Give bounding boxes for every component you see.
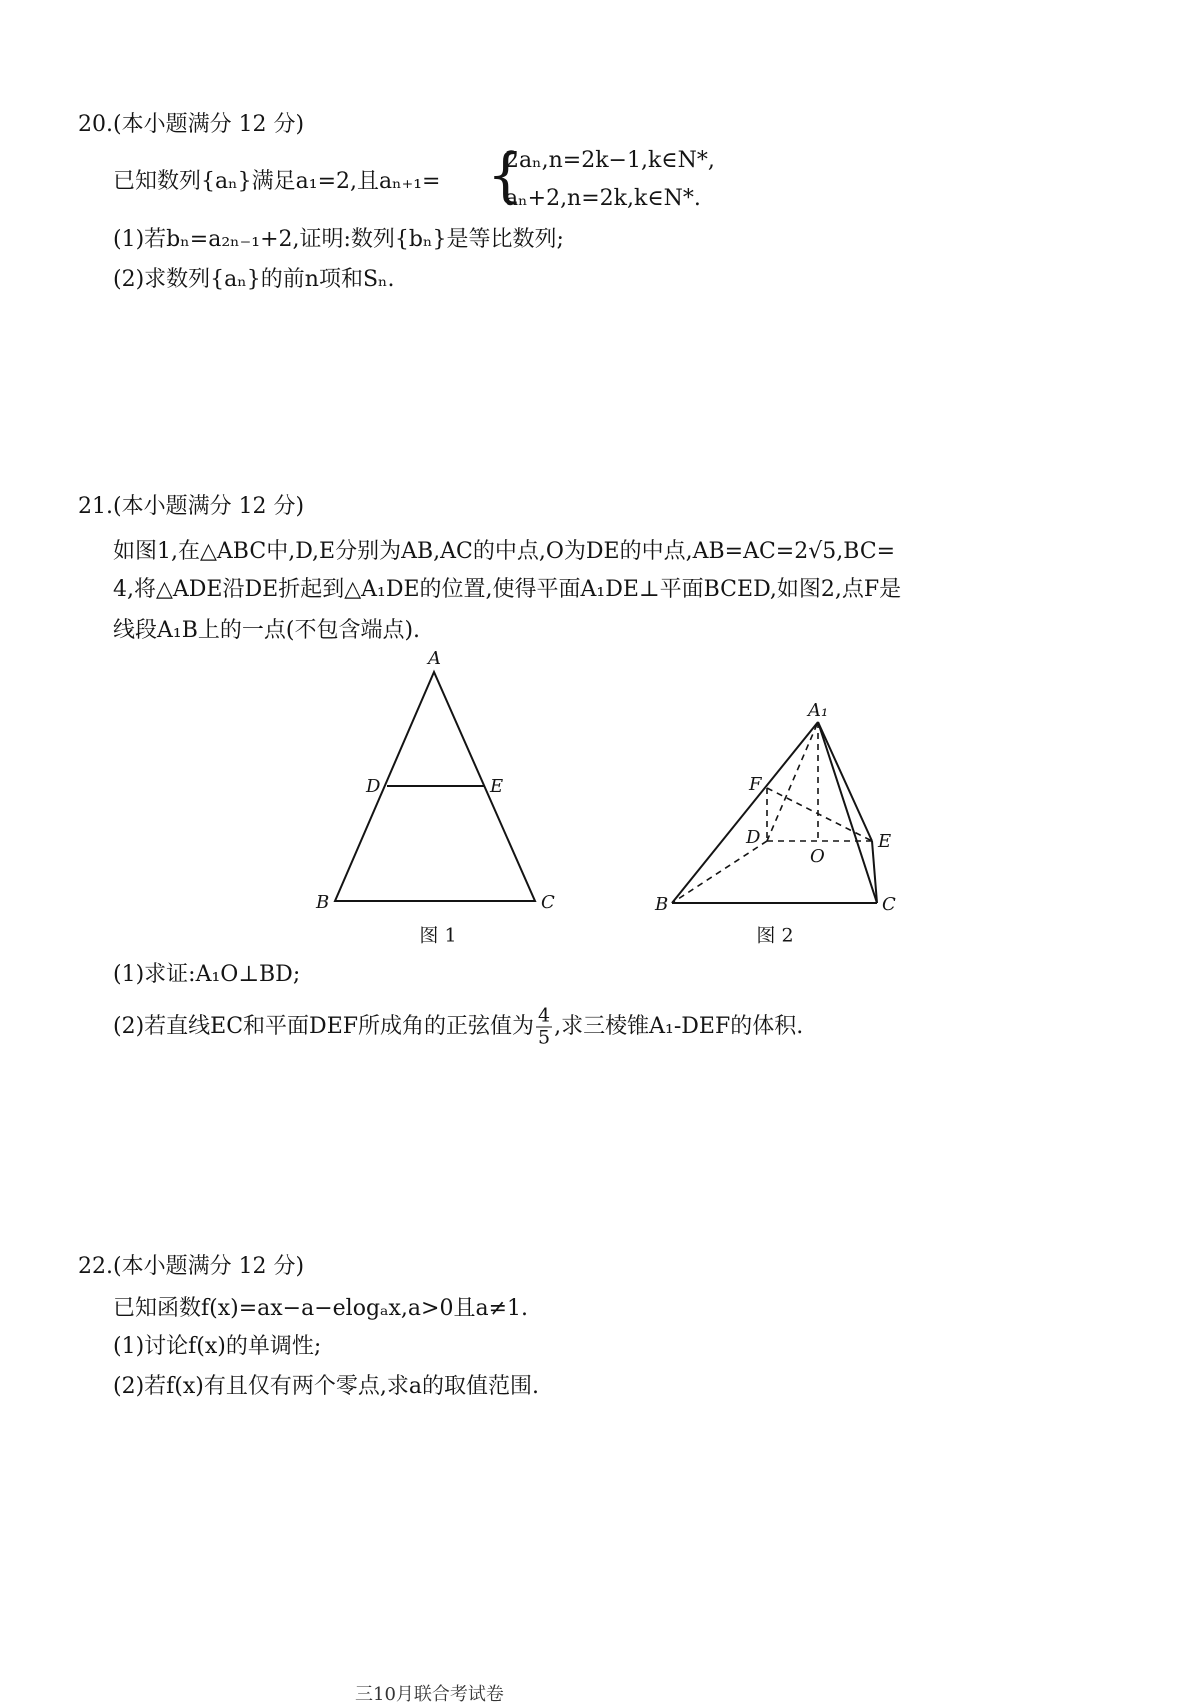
label-b2: B [655,894,669,915]
q20-part2: (2)求数列{aₙ}的前n项和Sₙ. [113,267,395,292]
figure-2-pyramid [672,722,877,903]
figure-1-triangle [335,672,535,901]
q22-part1: (1)讨论f(x)的单调性; [113,1334,322,1359]
q22-header: 22.(本小题满分 12 分) [78,1254,305,1279]
q21-part1: (1)求证:A₁O⊥BD; [113,962,301,987]
edge-a1b [672,722,818,903]
q20-case-1: 2aₙ,n=2k−1,k∈N*, [505,148,715,173]
label-d: D [366,776,381,797]
edge-da1 [767,722,818,841]
q20-case-2: aₙ+2,n=2k,k∈N*. [505,186,701,211]
figure-2-caption: 图 2 [756,924,794,947]
q21-header: 21.(本小题满分 12 分) [78,494,305,519]
fraction-numerator: 4 [538,1004,551,1027]
q20-stem: 已知数列{aₙ}满足a₁=2,且aₙ₊₁= [113,169,441,194]
label-e2: E [878,831,892,852]
label-d2: D [746,827,761,848]
page-footer: 三10月联合考试卷 [355,1684,504,1705]
edge-fe [767,788,872,841]
q20-part1: (1)若bₙ=a₂ₙ₋₁+2,证明:数列{bₙ}是等比数列; [113,227,564,252]
q21-stem-line1: 如图1,在△ABC中,D,E分别为AB,AC的中点,O为DE的中点,AB=AC=2√5,BC= [113,539,896,564]
label-e: E [490,776,504,797]
q20-header: 20.(本小题满分 12 分) [78,112,305,137]
q21-part2 [113,1006,803,1049]
label-a1: A₁ [808,700,829,721]
label-o: O [810,846,825,867]
label-f: F [749,774,762,795]
figure-2-hidden-edges [672,722,872,903]
q22-stem: 已知函数f(x)=ax−a−elogₐx,a>0且a≠1. [113,1296,529,1321]
edge-db [672,841,767,903]
left-brace: { [487,141,524,209]
edge-a1e [818,722,872,841]
label-b: B [316,892,330,913]
figure-1-caption: 图 1 [419,924,457,947]
edge-a1c [818,722,877,903]
q21-stem-line3: 线段A₁B上的一点(不包含端点). [113,618,421,643]
fraction-denominator: 5 [538,1026,551,1049]
q21-stem-line2: 4,将△ADE沿DE折起到△A₁DE的位置,使得平面A₁DE⊥平面BCED,如图2,点F是 [113,577,902,602]
q21-part2-prefix: (2)若直线EC和平面DEF所成角的正弦值为 [113,1014,535,1039]
fraction [536,1006,552,1049]
label-c2: C [882,894,896,915]
q21-part2-suffix: ,求三棱锥A₁-DEF的体积. [554,1014,804,1039]
label-c: C [541,892,555,913]
label-a: A [428,648,441,669]
q22-part2: (2)若f(x)有且仅有两个零点,求a的取值范围. [113,1374,539,1399]
